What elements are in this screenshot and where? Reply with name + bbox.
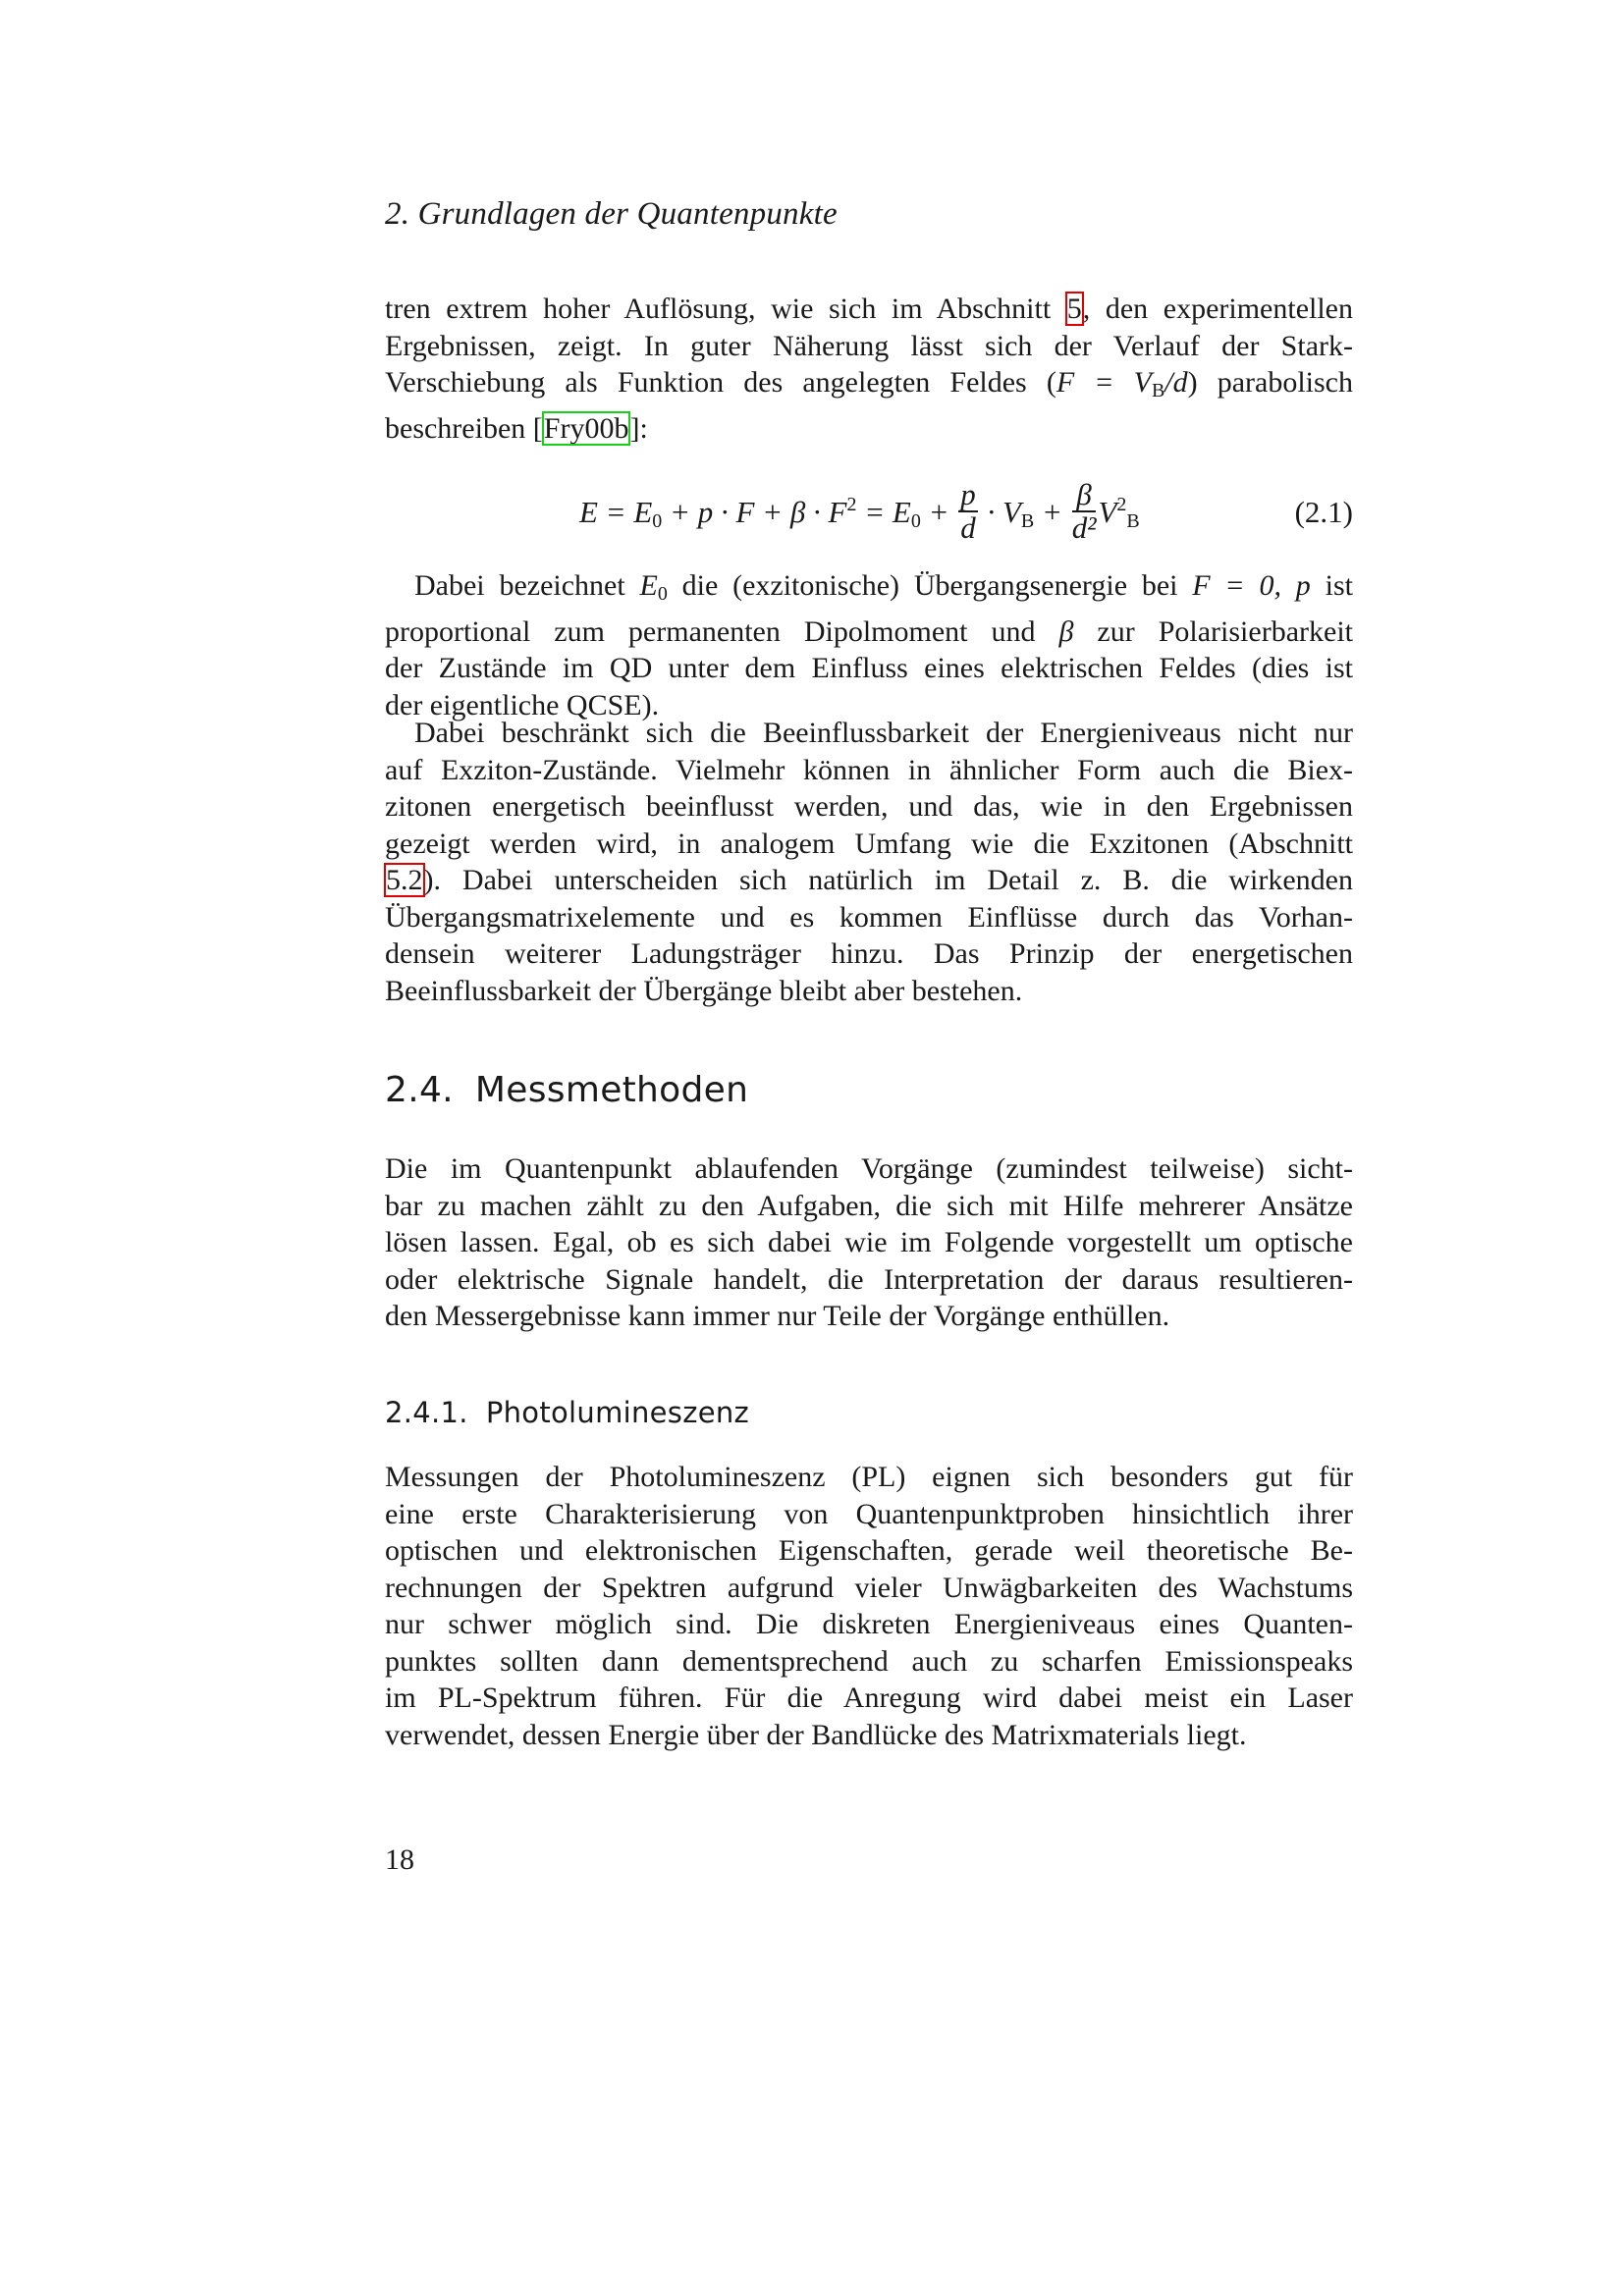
text-line: optischen und elektronischen Eigenschaften, gerade weil theoretische Be- <box>385 1534 1353 1567</box>
section-link-5-2[interactable]: 5.2 <box>386 864 423 896</box>
fraction-beta-over-d2: $\frac{\beta}{\text{d²}}$ <box>1071 477 1097 545</box>
equation-body: $E = E_0 + p \cdot F + \beta \cdot F^2 = E_0$ + $\frac{p}{d}$ · $V_B$ + $\frac{\beta}{\text{d²}}$ $V^2_B$ <box>579 477 1140 545</box>
paragraph-intro <box>385 291 1353 447</box>
text-line: Beeinflussbarkeit der Übergänge bleibt aber bestehen. <box>385 974 1023 1007</box>
text-line: rechnungen der Spektren aufgrund vieler Unwägbarkeiten des Wachstums <box>385 1571 1353 1604</box>
citation-link-fry00b[interactable]: Fry00b <box>543 411 629 445</box>
section-link-5[interactable]: 5 <box>1066 293 1082 325</box>
equation-2-1 <box>385 469 1353 548</box>
text-line: verwendet, dessen Energie über der Bandlücke des Matrixmaterials liegt. <box>385 1718 1247 1751</box>
running-head: 2. Grundlagen der Quantenpunkte <box>385 196 838 232</box>
text-line: der eigentliche QCSE). <box>385 688 660 721</box>
paragraph-photoluminescence <box>385 1459 1353 1753</box>
text-line: eine erste Charakterisierung von Quantenpunktproben hinsichtlich ihrer <box>385 1497 1353 1530</box>
text-line: Dabei beschränkt sich die Beeinflussbarkeit der Energieniveaus nicht nur <box>414 717 1353 749</box>
text-line: Übergangsmatrixelemente und es kommen Einflüsse durch das Vorhan- <box>385 900 1353 934</box>
text-line: densein weiterer Ladungsträger hinzu. Das Prinzip der energetischen <box>385 937 1353 970</box>
text-line: Die im Quantenpunkt ablaufenden Vorgänge (zumindest teilweise) sicht- <box>385 1152 1353 1185</box>
text-line: tren extrem hoher Auflösung, wie sich im Abschnitt 5, den experimentellen <box>385 293 1353 325</box>
subsection-heading: 2.4.1. Photolumineszenz <box>385 1396 750 1429</box>
text-line: lösen lassen. Egal, ob es sich dabei wie im Folgende vorgestellt um optische <box>385 1226 1353 1258</box>
text-line: beschreiben [Fry00b]: <box>385 411 648 445</box>
text-line: proportional zum permanenten Dipolmoment und β zur Polarisierbarkeit <box>385 614 1353 648</box>
text-line: nur schwer möglich sind. Die diskreten Energieniveaus eines Quanten- <box>385 1608 1353 1640</box>
text-line: Messungen der Photolumineszenz (PL) eignen sich besonders gut für <box>385 1461 1353 1493</box>
text-line: punktes sollten dann dementsprechend auch zu scharfen Emissionspeaks <box>385 1644 1353 1678</box>
text-line: auf Exziton-Zustände. Vielmehr können in ähnlicher Form auch die Biex- <box>385 753 1353 786</box>
text-line: Ergebnissen, zeigt. In guter Näherung lässt sich der Verlauf der Stark- <box>385 329 1353 362</box>
section-heading: 2.4. Messmethoden <box>385 1070 749 1110</box>
paragraph-methods <box>385 1150 1353 1335</box>
text-line: den Messergebnisse kann immer nur Teile der Vorgänge enthüllen. <box>385 1300 1170 1332</box>
text-line: oder elektrische Signale handelt, die Interpretation der daraus resultieren- <box>385 1262 1353 1296</box>
text-line: 5.2). Dabei unterscheiden sich natürlich im Detail z. B. die wirkenden <box>386 864 1353 896</box>
text-line: der Zustände im QD unter dem Einfluss eines elektrischen Feldes (dies ist <box>385 652 1353 684</box>
paragraph-biexcitons <box>385 715 1353 1009</box>
fraction-p-over-d: $\frac{p}{d}$ <box>960 477 976 545</box>
text-line: Verschiebung als Funktion des angelegten Feldes $(F = V_B/d)$ parabolisch <box>385 366 1353 401</box>
text-line: gezeigt werden wird, in analogem Umfang wie die Exzitonen (Abschnitt <box>385 827 1353 860</box>
page-number: 18 <box>385 1843 414 1876</box>
text-line: im PL-Spektrum führen. Für die Anregung wird dabei meist ein Laser <box>385 1682 1353 1714</box>
text-line: Dabei bezeichnet $E_0$ die (exzitonische) Übergangsenergie bei F = 0, p ist <box>414 569 1353 605</box>
equation-number: (2.1) <box>1294 495 1353 529</box>
text-line: bar zu machen zählt zu den Aufgaben, die sich mit Hilfe mehrerer Ansätze <box>385 1189 1353 1222</box>
text-line: zitonen energetisch beeinflusst werden, und das, wie in den Ergebnissen <box>385 790 1353 823</box>
paragraph-definition <box>385 567 1353 723</box>
